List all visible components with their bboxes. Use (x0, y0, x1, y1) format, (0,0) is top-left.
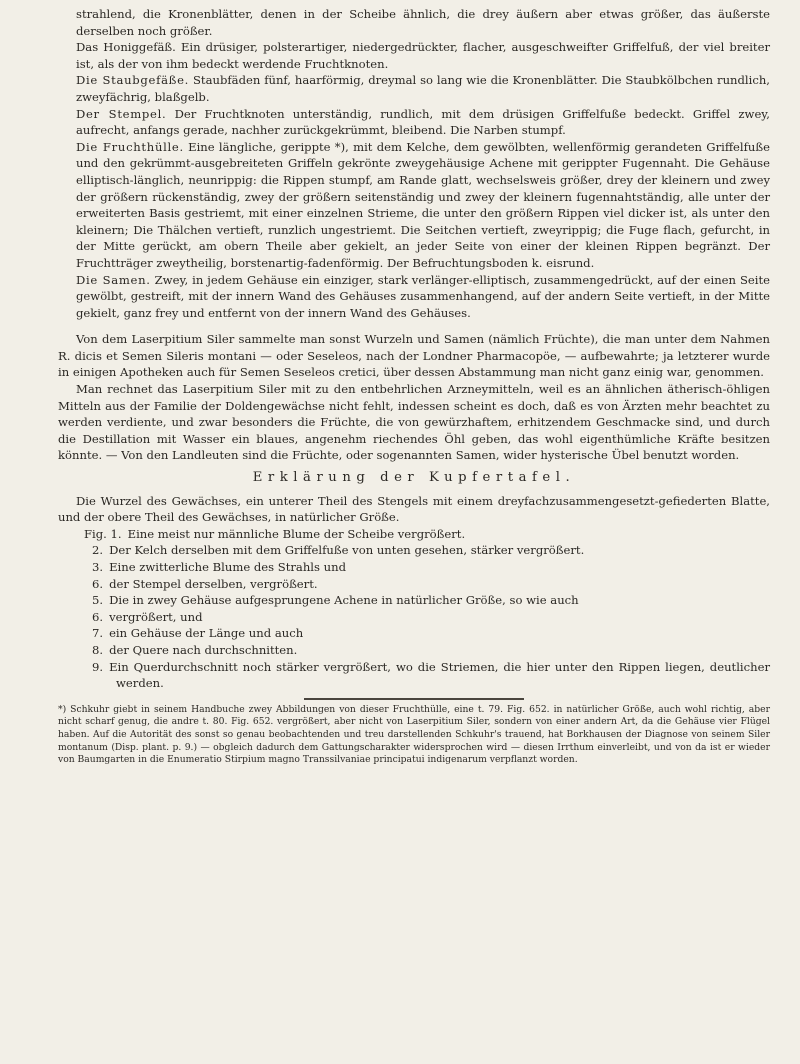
term-text: Der Fruchtknoten unterständig, rundlich, mit dem drüsigen Griffelfuße bedeckt. Griffel zwey, aufrecht, anfangs gerade, nachher zurückgekrümmt, bleibend. Die Narben stumpf. (76, 106, 770, 138)
figure-item (58, 542, 770, 559)
figure-number: 6. (92, 609, 104, 624)
figure-text: Der Kelch derselben mit dem Griffelfuße von unten gesehen, stärker vergrößert. (109, 543, 585, 558)
paragraph-samen (58, 272, 770, 322)
section-title: Erklärung der Kupfertafel. (252, 470, 576, 486)
figure-number: 2. (92, 543, 104, 558)
term-heading: Die Samen. (76, 272, 151, 287)
figure-number: 8. (92, 642, 104, 657)
figure-number: 5. (92, 593, 104, 608)
term-heading: Die Fruchthülle. (76, 139, 184, 154)
figure-text: Die in zwey Gehäuse aufgesprungene Achene in natürlicher Größe, so wie auch (109, 593, 579, 608)
footnote: *) Schkuhr giebt in seinem Handbuche zwey Abbildungen von dieser Fruchthülle, eine t. 79. Fig. 652. in natürlicher Größe, auch wohl richtig, aber nicht scharf genug, die andre t. 80. Fig. 652. vergrößert, aber nicht von Laserpitium Siler, sondern von einer andern Art, da die Gehäuse vier Flügel haben. Auf die Autorität des sonst so genau beobachtenden und treu darstellenden Schkuhr's trauend, hat Borkhausen der Diagnose von seinem Siler montanum (Disp. plant. p. 9.) — obgleich dadurch dem Gattungscharakter widersprochen wird — diesen Irrthum einverleibt, und von da ist er wieder von Baumgarten in die Enumeratio Stirpium magno Transsilvaniae principatui indigenarum verpflanzt worden. (58, 703, 770, 766)
paragraph-arzneymittel: Man rechnet das Laserpitium Siler mit zu den entbehrlichen Arzneymitteln, weil es an ähnlichen ätherisch-öhligen Mitteln aus der Familie der Doldengewächse nicht fehlt, indessen scheint es doch, daß es von Ärzten mehr beachtet zu werden verdiente, und zwar besonders die Früchte, die von gewürzhaftem, erhitzendem Geschmacke sind, und durch die Destillation mit Wasser ein blaues, angenehm riechendes Öhl geben, das wohl eigenthümliche Kräfte besitzen könnte. — Von den Landleuten sind die Früchte, oder sogenannten Samen, wider hysterische Übel benutzt worden. (58, 382, 770, 463)
divider-rule (304, 698, 524, 700)
term-text: Zwey, in jedem Gehäuse ein einziger, stark verlänger-elliptisch, zusammengedrückt, auf der einen Seite gewölbt, gestreift, mit der innern Wand des Gehäuses zusammenhangend, auf der andern Seite vertieft, in der Mitte gekielt, ganz frey und entfernt von der innern Wand des Gehäuses. (76, 272, 771, 320)
figure-number: 6. (92, 576, 104, 591)
figure-text: der Stempel derselben, vergrößert. (109, 576, 318, 591)
term-text: Staubfäden fünf, haarförmig, dreymal so lang wie die Kronenblätter. Die Staubkölbchen rundlich, zweyfächrig, blaßgelb. (76, 73, 770, 104)
paragraph-honiggefaess: Das Honiggefäß. Ein drüsiger, polsterartiger, niedergedrückter, flacher, ausgeschweifter Griffelfuß, der viel breiter ist, als der von ihm bedeckt werdende Fruchtknoten. (76, 40, 770, 71)
term-heading: Der Stempel. (76, 106, 167, 121)
figure-text: Ein Querdurchschnitt noch stärker vergrößert, wo die Striemen, die hier unter den Rippen liegen, deutlicher werden. (109, 659, 770, 691)
figure-item (58, 526, 770, 543)
figure-number: Fig. 1. (84, 526, 122, 541)
paragraph-kronenblaetter: strahlend, die Kronenblätter, denen in der Scheibe ähnlich, die drey äußern aber etwas größer, das äußerste derselben noch größer. (76, 7, 770, 38)
figure-intro: Die Wurzel des Gewächses, ein unterer Theil des Stengels mit einem dreyfachzusammengesetzt-gefiederten Blatte, und der obere Theil des Gewächses, in natürlicher Größe. (58, 493, 770, 525)
figure-item (58, 592, 770, 609)
figure-list (58, 526, 770, 692)
figure-text: ein Gehäuse der Länge und auch (109, 626, 304, 641)
paragraph-staubgefaesse (58, 72, 770, 105)
figure-item (58, 659, 770, 692)
figure-number: 3. (92, 560, 104, 574)
figure-text: vergrößert, und (109, 609, 203, 624)
figure-number: 9. (92, 659, 104, 674)
figure-item (58, 576, 770, 593)
spacer (58, 321, 770, 331)
term-heading: Die Staubgefäße. (76, 73, 190, 88)
figure-text: Eine zwitterliche Blume des Strahls und (109, 560, 347, 574)
paragraph-fruchthuelle (58, 139, 770, 272)
figure-text: Eine meist nur männliche Blume der Scheibe vergrößert. (127, 526, 466, 541)
figure-text: der Quere nach durchschnitten. (109, 642, 298, 657)
figure-item (58, 609, 770, 626)
term-text: Eine längliche, gerippte *), mit dem Kelche, dem gewölbten, wellenförmig gerandeten Griffelfuße und den gekrümmt-ausgebreiteten Griffeln gekrönte zweygehäusige Achene mit gerippter Fugennaht. Die Gehäuse elliptisch-länglich, neunrippig: die Rippen stumpf, am Rande glatt, wechselsweis größer, drey der kleinern und zwey der größern rückenständig, zwey der größern seitenständig und zwey der kleinern fugennahtständig, alle unter der erweiterten Basis gestriemt, mit einer einzelnen Strieme, die unter den größern Rippen viel dicker ist, als unter den kleinern; Die Thälchen vertieft, runzlich ungestriemt. Die Seitchen vertieft, zweyrippig; die Fuge flach, gefurcht, in der Mitte gerückt, am obern Theile aber gekielt, an jeder Seite von einer der kleinen Rippen begränzt. Der Fruchtträger zweytheilig, borstenartig-fadenförmig. Der Befruchtungsboden k. eisrund. (76, 139, 770, 270)
figure-item (58, 642, 770, 659)
page-content (58, 6, 770, 767)
paragraph-stempel (58, 106, 770, 139)
figure-item (58, 559, 770, 576)
paragraph-laserpitium: Von dem Laserpitium Siler sammelte man sonst Wurzeln und Samen (nämlich Früchte), die man unter dem Nahmen R. dicis et Semen Sileris montani — oder Seseleos, nach der Londner Pharmacopöe, — aufbewahrte; ja letzterer wurde in einigen Apotheken auch für Semen Seseleos cretici, über dessen Abstammung man nicht ganz einig war, genommen. (58, 332, 770, 380)
figure-number: 7. (92, 626, 104, 641)
figure-item (58, 625, 770, 642)
